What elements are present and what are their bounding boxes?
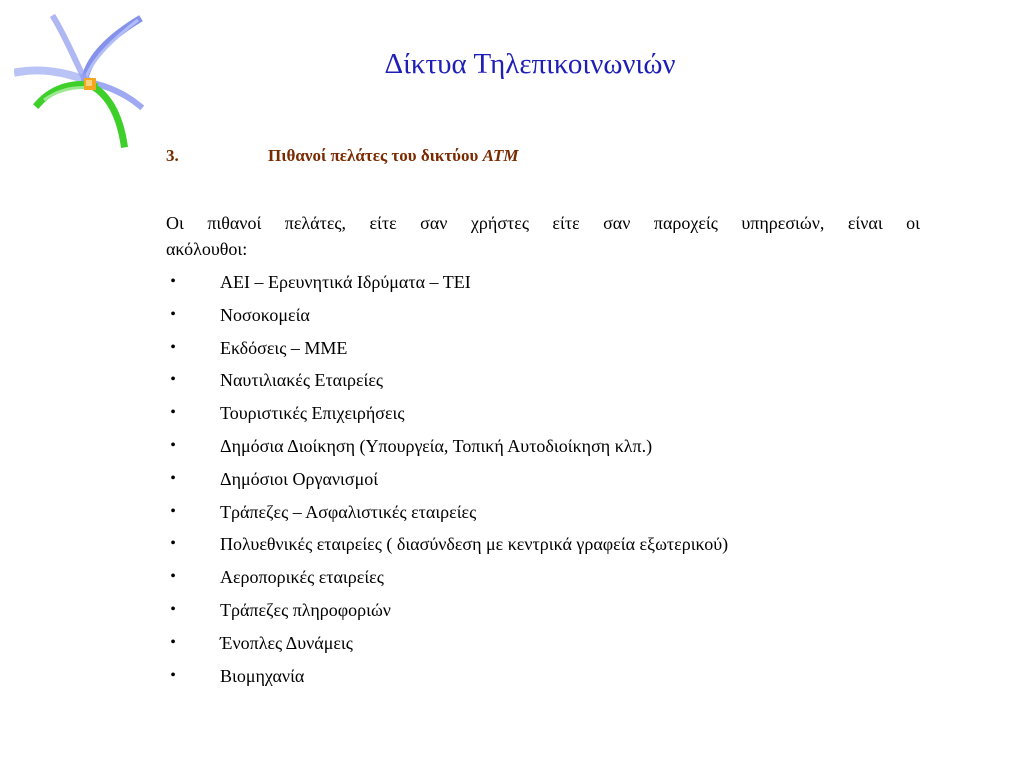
list-item-label: Τουριστικές Επιχειρήσεις: [220, 403, 405, 424]
list-item-label: Ναυτιλιακές Εταιρείες: [220, 370, 384, 391]
bullet-icon: •: [170, 273, 176, 290]
bullet-icon: •: [170, 666, 176, 684]
bullet-icon: •: [170, 436, 176, 454]
list-item-label: Τράπεζες πληροφοριών: [220, 599, 391, 620]
bullet-icon: •: [170, 633, 176, 651]
list-item-label: Αεροπορικές εταιρείες: [220, 567, 384, 588]
bullet-icon: •: [170, 404, 176, 422]
bullet-icon: •: [170, 600, 176, 618]
bullet-icon: •: [170, 371, 176, 389]
list-item-label: Δημόσιοι Οργανισμοί: [220, 468, 379, 489]
intro-line-2: ακόλουθοι:: [166, 239, 248, 259]
section-heading-text: [268, 146, 519, 166]
list-item-label: Πολυεθνικές εταιρείες ( διασύνδεση με κεντρικά γραφεία εξωτερικού): [220, 534, 729, 555]
bullet-icon: •: [170, 502, 176, 520]
list-item-label: ΑΕΙ – Ερευνητικά Ιδρύματα – ΤΕΙ: [220, 272, 471, 292]
intro-line-1: Οι πιθανοί πελάτες, είτε σαν χρήστες είτε σαν παροχείς υπηρεσιών, είναι οι: [166, 213, 920, 233]
list-item-label: Εκδόσεις – ΜΜΕ: [220, 337, 348, 358]
bullet-icon: •: [170, 535, 176, 553]
slide-title: Δίκτυα Τηλεπικοινωνιών: [384, 48, 676, 80]
list-item-label: Δημόσια Διοίκηση (Υπουργεία, Τοπική Αυτοδιοίκηση κλπ.): [220, 435, 653, 456]
section-number: 3.: [166, 146, 179, 165]
section-heading-main: Πιθανοί πελάτες του δικτύου: [268, 146, 483, 165]
bullet-icon: •: [170, 338, 176, 356]
bullet-icon: •: [170, 469, 176, 487]
list-item-label: Βιομηχανία: [220, 665, 305, 686]
section-heading-atm: ATM: [482, 146, 519, 165]
list-item-label: Τράπεζες – Ασφαλιστικές εταιρείες: [220, 501, 477, 522]
bullet-icon: •: [170, 305, 176, 323]
logo-star-icon: [14, 14, 146, 148]
bullet-icon: •: [170, 568, 176, 586]
intro-paragraph: [166, 210, 920, 262]
list-item-label: Ένοπλες Δυνάμεις: [220, 632, 353, 653]
list-item-label: Νοσοκομεία: [220, 304, 310, 325]
